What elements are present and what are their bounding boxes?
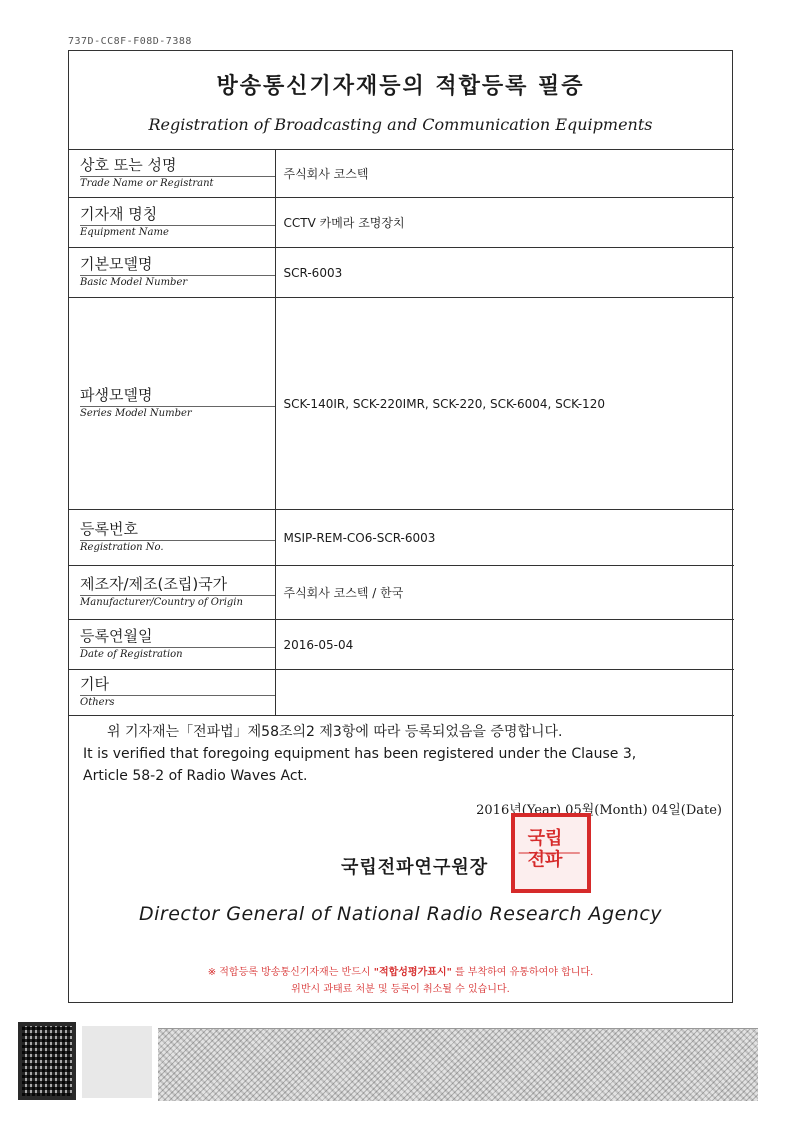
svg-text:국립: 국립 bbox=[527, 828, 563, 849]
row-label bbox=[68, 298, 275, 510]
label-english: Others bbox=[80, 695, 275, 710]
table-row bbox=[68, 620, 734, 670]
director-title-english: Director General of National Radio Research Agency bbox=[138, 903, 663, 925]
statement-english-line-2: Article 58-2 of Radio Waves Act. bbox=[83, 768, 308, 784]
notice-prefix: ※ 적합등록 방송통신기자재는 반드시 bbox=[207, 967, 371, 978]
notice-line-2: 위반시 과태료 처분 및 등록이 취소될 수 있습니다. bbox=[291, 984, 510, 995]
label-english: Series Model Number bbox=[80, 406, 275, 421]
qr-code-icon bbox=[18, 1022, 76, 1100]
label-english: Trade Name or Registrant bbox=[80, 176, 275, 191]
director-title-korean: 국립전파연구원장 bbox=[341, 857, 489, 878]
certificate-frame bbox=[68, 50, 733, 1003]
table-row bbox=[68, 248, 734, 298]
label-korean: 기자재 명칭 bbox=[80, 205, 158, 223]
certification-statement bbox=[83, 721, 723, 787]
official-seal-icon bbox=[511, 813, 591, 893]
row-label bbox=[68, 566, 275, 620]
row-label bbox=[68, 620, 275, 670]
row-label bbox=[68, 198, 275, 248]
row-value: SCK-140IR, SCK-220IMR, SCK-220, SCK-6004, SCK-120 bbox=[275, 298, 734, 510]
security-strip bbox=[18, 1022, 758, 1102]
notice-suffix: 를 부착하여 유통하여야 합니다. bbox=[454, 967, 594, 978]
issue-date: 2016년(Year) 05월(Month) 04일(Date) bbox=[476, 803, 722, 818]
label-korean: 상호 또는 성명 bbox=[80, 156, 177, 174]
table-row bbox=[68, 298, 734, 510]
row-label bbox=[68, 248, 275, 298]
label-korean: 기타 bbox=[80, 675, 109, 693]
row-label bbox=[68, 150, 275, 198]
row-value: 주식회사 코스텍 bbox=[275, 150, 734, 198]
table-row bbox=[68, 198, 734, 248]
label-korean: 등록번호 bbox=[80, 520, 138, 538]
row-value: 주식회사 코스텍 / 한국 bbox=[275, 566, 734, 620]
label-korean: 제조자/제조(조립)국가 bbox=[80, 575, 228, 593]
table-row bbox=[68, 670, 734, 716]
notice-text bbox=[69, 964, 732, 998]
row-value bbox=[275, 670, 734, 716]
statement-korean: 위 기자재는「전파법」제58조의2 제3항에 따라 등록되었음을 증명합니다. bbox=[107, 724, 563, 740]
row-value: 2016-05-04 bbox=[275, 620, 734, 670]
row-value: SCR-6003 bbox=[275, 248, 734, 298]
row-label bbox=[68, 670, 275, 716]
title-korean: 방송통신기자재등의 적합등록 필증 bbox=[216, 74, 585, 99]
document-id: 737D-CC8F-F08D-7388 bbox=[68, 36, 192, 47]
table-row bbox=[68, 510, 734, 566]
row-value: CCTV 카메라 조명장치 bbox=[275, 198, 734, 248]
statement-english-line-1: It is verified that foregoing equipment has been registered under the Clause 3, bbox=[83, 746, 637, 762]
label-english: Registration No. bbox=[80, 540, 275, 555]
table-row bbox=[68, 150, 734, 198]
security-pattern bbox=[158, 1028, 758, 1101]
registration-info-table bbox=[68, 149, 734, 716]
label-korean: 기본모델명 bbox=[80, 255, 153, 273]
notice-emphasis: "적합성평가표시" bbox=[373, 967, 452, 978]
table-row bbox=[68, 566, 734, 620]
label-english: Date of Registration bbox=[80, 647, 275, 662]
row-label bbox=[68, 510, 275, 566]
title-english: Registration of Broadcasting and Communication Equipments bbox=[148, 115, 653, 134]
label-english: Manufacturer/Country of Origin bbox=[80, 595, 275, 610]
label-english: Equipment Name bbox=[80, 225, 275, 240]
label-korean: 등록연월일 bbox=[80, 627, 153, 645]
label-english: Basic Model Number bbox=[80, 275, 275, 290]
notice-line-1 bbox=[69, 964, 732, 981]
hologram-icon bbox=[82, 1026, 152, 1098]
row-value: MSIP-REM-CO6-SCR-6003 bbox=[275, 510, 734, 566]
label-korean: 파생모델명 bbox=[80, 386, 153, 404]
svg-text:전파: 전파 bbox=[527, 849, 563, 871]
